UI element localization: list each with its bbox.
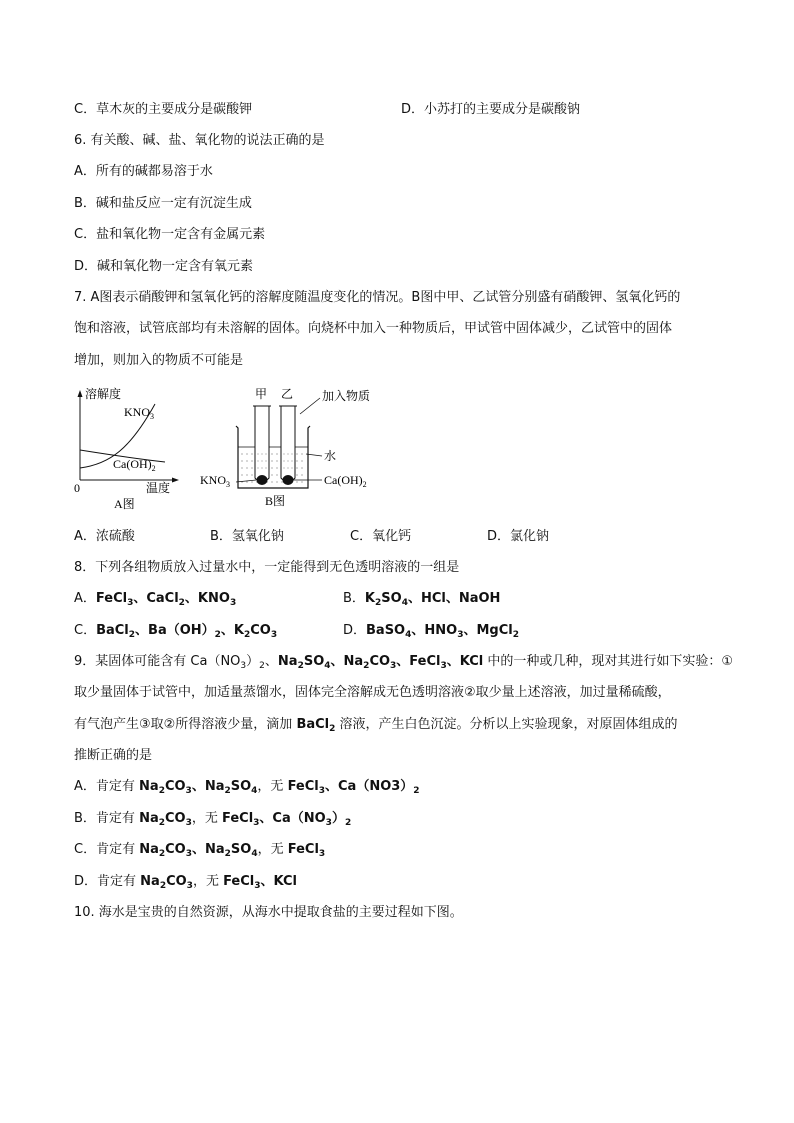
q8-stem: 8．下列各组物质放入过量水中，一定能得到无色透明溶液的一组是	[74, 560, 460, 575]
q6-option-c: C．盐和氧化物一定含有金属元素	[74, 227, 266, 242]
figure-a-kno3-label: $KNO_3$	[124, 405, 154, 421]
q10-stem: 10. 海水是宝贵的自然资源，从海水中提取食盐的主要过程如下图。	[74, 905, 463, 920]
tube-yi-label: 乙	[281, 387, 294, 401]
q9-stem-line-4: 推断正确的是	[74, 748, 153, 763]
q7-stem-line-2: 饱和溶液，试管底部均有未溶解的固体。向烧杯中加入一种物质后，甲试管中固体减少，乙试管中的固体	[74, 321, 673, 336]
tube-yi	[281, 406, 295, 482]
q9-stem-line-1: 9．某固体可能含有 $Ca(NO_3)_2$、$Na_2SO_4$、$Na_2CO_3$、FeCl$_3$、KCl 中的一种或几种，现对其进行如下实验：①	[74, 654, 734, 671]
water-label: 水	[324, 449, 337, 463]
figure-a-y-arrow-icon	[78, 390, 83, 397]
q9-option-d: D．肯定有 $Na_2CO_3$，无 FeCl$_3$、KCl	[74, 874, 298, 891]
q8-option-d: D．BaSO$_4$、$HNO_3$、MgCl$_2$	[343, 623, 519, 640]
figure-a-caoh2-label: $Ca(OH)_2$	[113, 457, 156, 473]
q7-stem-line-3: 增加，则加入的物质不可能是	[74, 353, 244, 368]
caoh2-label: $Ca(OH)_2$	[324, 473, 367, 489]
q6-option-b: B．碱和盐反应一定有沉淀生成	[74, 196, 252, 211]
q8-option-a: A．FeCl$_3$、CaCl$_2$、$KNO_3$	[74, 591, 237, 608]
tube-yi-solid	[283, 475, 294, 485]
q5-option-c: C．草木灰的主要成分是碳酸钾	[74, 102, 253, 117]
q7-option-a: A．浓硫酸	[74, 529, 135, 544]
q9-option-c: C．肯定有 $Na_2CO_3$、$Na_2SO_4$，无 FeCl$_3$	[74, 842, 326, 859]
q7-option-b: B．氢氧化钠	[210, 529, 284, 544]
q9-stem-line-3: 有气泡产生③取②所得溶液少量，滴加 BaCl$_2$ 溶液，产生白色沉淀。分析以上实验现象，对原固体组成的	[74, 717, 678, 734]
added-substance-leader	[300, 398, 320, 414]
figure-a-y-label: 溶解度	[85, 387, 122, 401]
q6-stem: 6. 有关酸、碱、盐、氧化物的说法正确的是	[74, 133, 325, 148]
figure-b-beaker-diagram	[200, 387, 370, 508]
q6-option-d: D．碱和氧化物一定含有氧元素	[74, 259, 254, 274]
figure-a-solubility-chart	[74, 386, 179, 511]
q7-stem-line-1: 7. A图表示硝酸钾和氢氧化钙的溶解度随温度变化的情况。B图中甲、乙试管分别盛有硝酸钾、氢氧化钙的	[74, 290, 681, 305]
q6-option-a: A．所有的碱都易溶于水	[74, 164, 213, 179]
tube-jia-solid	[257, 475, 268, 485]
beaker-outline	[236, 426, 310, 488]
added-substance-label: 加入物质	[322, 389, 371, 403]
tube-jia	[255, 406, 269, 482]
figure-a-caption: A图	[114, 497, 135, 511]
figure-a-origin: 0	[74, 481, 80, 495]
q7-option-d: D．氯化钠	[487, 529, 550, 544]
q8-option-c: C．BaCl$_2$、$Ba(OH)_2$、$K_2CO_3$	[74, 623, 278, 640]
q9-option-b: B．肯定有 $Na_2CO_3$，无 FeCl$_3$、$Ca(NO_3)_2$	[74, 811, 352, 828]
water-fill	[241, 454, 306, 482]
q5-option-d: D．小苏打的主要成分是碳酸钠	[401, 102, 581, 117]
q9-option-a: A．肯定有 $Na_2CO_3$、$Na_2SO_4$，无 FeCl$_3$、$Ca(NO3)_2$	[74, 779, 420, 796]
q7-option-c: C．氧化钙	[350, 529, 412, 544]
q9-stem-line-2: 取少量固体于试管中，加适量蒸馏水，固体完全溶解成无色透明溶液②取少量上述溶液，加过量稀硫酸，	[74, 685, 671, 700]
q7-figures	[70, 384, 390, 518]
figure-a-x-arrow-icon	[172, 478, 179, 483]
figure-a-x-label: 温度	[146, 481, 171, 495]
q7-figures-svg	[70, 384, 390, 514]
figure-b-caption: B图	[265, 494, 286, 508]
tube-jia-label: 甲	[255, 387, 268, 401]
kno3-label: $KNO_3$	[200, 473, 230, 489]
q8-option-b: B．$K_2SO_4$、HCl、NaOH	[343, 591, 501, 608]
